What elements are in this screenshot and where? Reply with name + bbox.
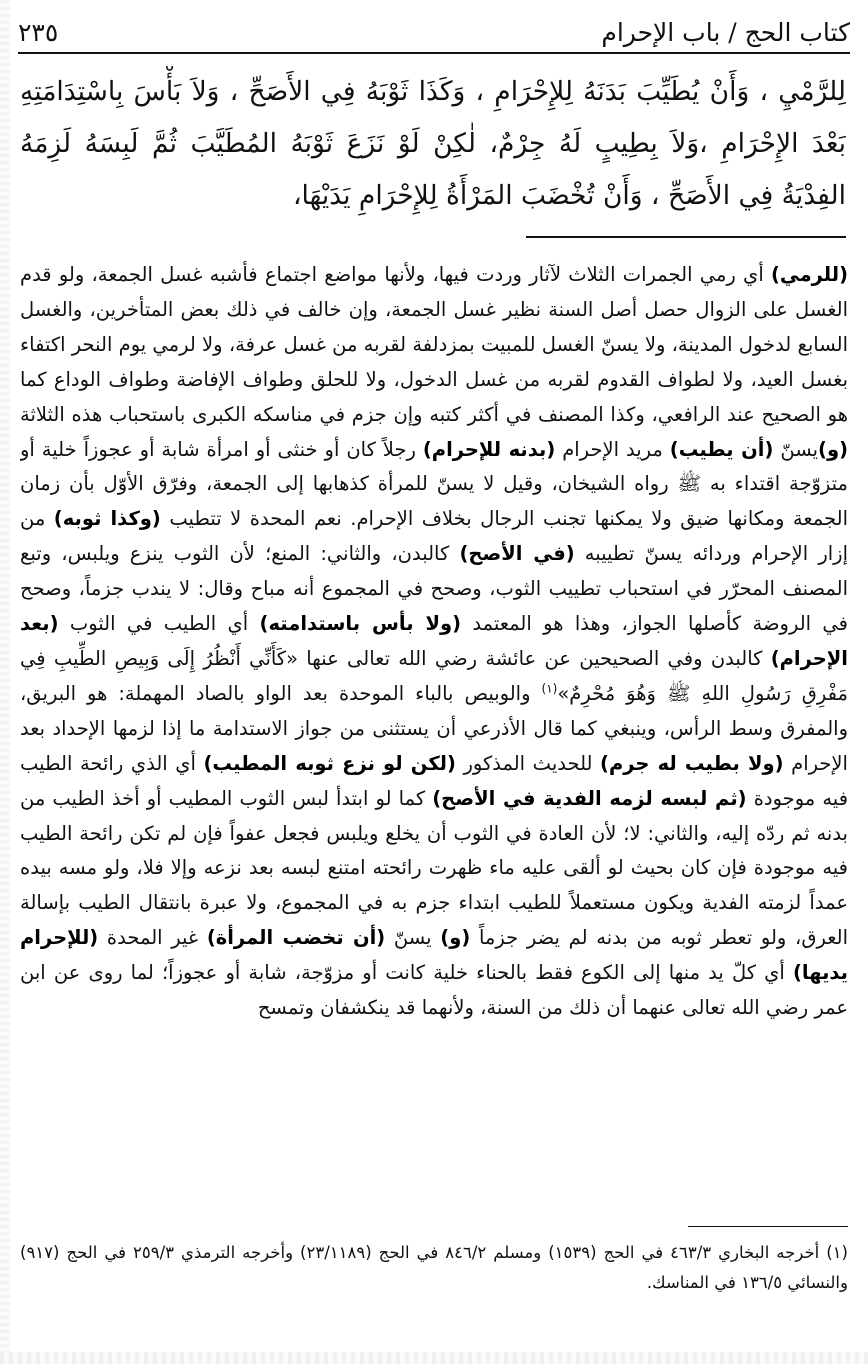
matn-quote: (و) xyxy=(440,926,471,950)
scan-edge-bottom xyxy=(0,1352,868,1364)
commentary-text: كالبدن وفي الصحيحين عن عائشة رضي الله تعالى عنها «كَأَنِّي أَنْظُرُ إِلَى وَبِيصِ الطِّيبِ فِي مَفْرِقِ رَسُولِ اللهِ ﷺ وَهُوَ مُحْرِمٌ» xyxy=(20,646,848,705)
matn-quote: (و) xyxy=(818,437,848,461)
commentary-text: أي كلّ يد منها إلى الكوع فقط بالحناء خلية كانت أو مزوّجة، شابة أو عجوزاً؛ لما روى عن ابن عمر رضي الله تعالى عنهما أن ذلك من السنة، ولأنهما قد ينكشفان وتمسح xyxy=(20,961,848,1020)
matn-quote: (ولا بأس باستدامته) xyxy=(259,612,462,636)
matn-quote: (بدنه للإحرام) xyxy=(422,437,556,461)
matn-quote: (للرمي) xyxy=(770,263,848,286)
matn-quote: (ولا بطيب له جرم) xyxy=(600,751,784,775)
commentary-text: من إزار الإحرام وردائه يسنّ تطييبه xyxy=(20,507,848,566)
matn-quote: (وكذا ثوبه) xyxy=(53,507,161,531)
matn-quote: (أن يطيب) xyxy=(669,437,774,461)
commentary-text: كالبدن، والثاني: المنع؛ لأن الثوب ينزع ويلبس، وتبع المصنف المحرّر في استحباب تطييب الثوب، وصحح في المجموع أنه مباح وقال: لا يندب جزماً، وصحح في الروضة كأصلها الجواز، وهذا هو المعتمد xyxy=(20,542,848,636)
scan-edge-left xyxy=(0,0,10,1364)
header-rule xyxy=(18,52,850,54)
footnote-marker: (١) xyxy=(541,681,558,696)
commentary-text: أي رمي الجمرات الثلاث لآثار وردت فيها، ولأنها مواضع اجتماع فأشبه غسل الجمعة، ولو قدم الغسل على الزوال حصل أصل السنة نظير غسل الجمعة، وإن خالف في ذلك بعض المتأخرين، والغسل السابع لدخول المدينة، ولا يسنّ الغسل للمبيت بمزدلفة لقربه من غسل عرفة، ولا لرمي يوم النحر اكتفاء بغسل العيد، ولا لطواف القدوم لقربه من غسل الدخول، ولا للحلق وطواف الإفاضة وطواف الوداع كما هو الصحيح عند الرافعي، وكذا المصنف في أكثر كتبه وإن جزم في مناسكه الكبرى باستحباب هذه الثلاثة xyxy=(20,263,848,426)
commentary-text: والوبيص بالباء الموحدة بعد الواو بالصاد المهملة: هو البريق، والمفرق وسط الرأس، وينبغي كما قال الأذرعي أن يستثنى من جواز الاستدامة ما إذا لزمها الإحداد بعد الإحرام xyxy=(20,681,848,775)
matn-text: لِلرَّمْيِ ، وَأَنْ يُطَيِّبَ بَدَنَهُ لِلإِحْرَامِ ، وَكَذَا ثَوْبَهُ فِي الأَصَحِّ ، وَلاَ بَأْسَ بِاسْتِدَامَتِهِ بَعْدَ الإِحْرَامِ ،وَلاَ بِطِيبٍ لَهُ جِرْمٌ، لٰكِنْ لَوْ نَزَعَ ثَوْبَهُ المُطَيَّبَ ثُمَّ لَبِسَهُ لَزِمَهُ الفِدْيَةُ فِي الأَصَحِّ ، وَأَنْ تُخْضَبَ المَرْأَةُ لِلإِحْرَامِ يَدَيْهَا، xyxy=(20,76,846,211)
commentary-text: للحديث المذكور xyxy=(455,751,601,775)
footnotes xyxy=(20,1238,848,1318)
matn-quote: (ثم لبسه لزمه الفدية في الأصح) xyxy=(432,786,747,810)
commentary-text: يسنّ xyxy=(773,437,819,461)
commentary-text: رجلاً كان أو خنثى أو امرأة شابة أو عجوزاً خلية أو متزوّجة اقتداء به ﷺ رواه الشيخان، وقيل لا يسنّ للمرأة كذهابها إلى الجمعة، وفرّق الأوّل بأن زمان الجمعة ومكانها ضيق ولا يمكنها تجنب الرجال بخلاف الإحرام. نعم المحدة لا تتطيب xyxy=(20,437,848,531)
footnote-separator xyxy=(688,1226,848,1227)
page-header xyxy=(18,14,850,50)
running-head: كتاب الحج / باب الإحرام xyxy=(601,17,850,47)
commentary-text: أي الذي رائحة الطيب فيه موجودة xyxy=(20,751,848,810)
commentary-text: غير المحدة xyxy=(98,926,207,950)
matn-quote: (أن تخضب المرأة) xyxy=(206,926,386,950)
matn-quote: (لكن لو نزع ثوبه المطيب) xyxy=(203,751,456,775)
matn-quote: (بعد الإحرام) xyxy=(20,612,848,670)
commentary-text: مريد الإحرام xyxy=(555,437,670,461)
commentary-text: أي الطيب في الثوب xyxy=(58,612,260,636)
page-number: ٢٣٥ xyxy=(18,17,59,47)
commentary xyxy=(20,258,848,1212)
commentary-text: يسنّ xyxy=(385,926,441,950)
matn-quote: (للإحرام يديها) xyxy=(20,926,848,985)
commentary-text: كما لو ابتدأ لبس الثوب المطيب أو أخذ الطيب من بدنه ثم ردّه إليه، والثاني: لا؛ لأن العادة في الثوب أن يخلع ويلبس فجعل عفواً فإن لم تكن رائحة الطيب فيه موجودة فإن كان بحيث لو ألقى عليه ماء ظهرت رائحته امتنع لبسه بعد نزعه وإلا فلا، ولو مسه بيده عمداً لزمته الفدية ويكون مستعملاً للطيب ابتداء جزم به في المجموع، ولا عبرة بانتقال الطيب بإسالة العرق، ولو تعطر ثوبه من بدنه لم يضر جزماً xyxy=(20,786,848,950)
matn-quote: (في الأصح) xyxy=(459,542,575,566)
commentary-paragraph xyxy=(20,258,848,1026)
matn-separator xyxy=(526,236,846,238)
footnote-item: (١) أخرجه البخاري ٤٦٣/٣ في الحج (١٥٣٩) ومسلم ٨٤٦/٢ في الحج (٢٣/١١٨٩) وأخرجه الترمذي ٢٥٩/٣ في الحج (٩١٧) والنسائي ١٣٦/٥ في المناسك. xyxy=(20,1243,848,1292)
